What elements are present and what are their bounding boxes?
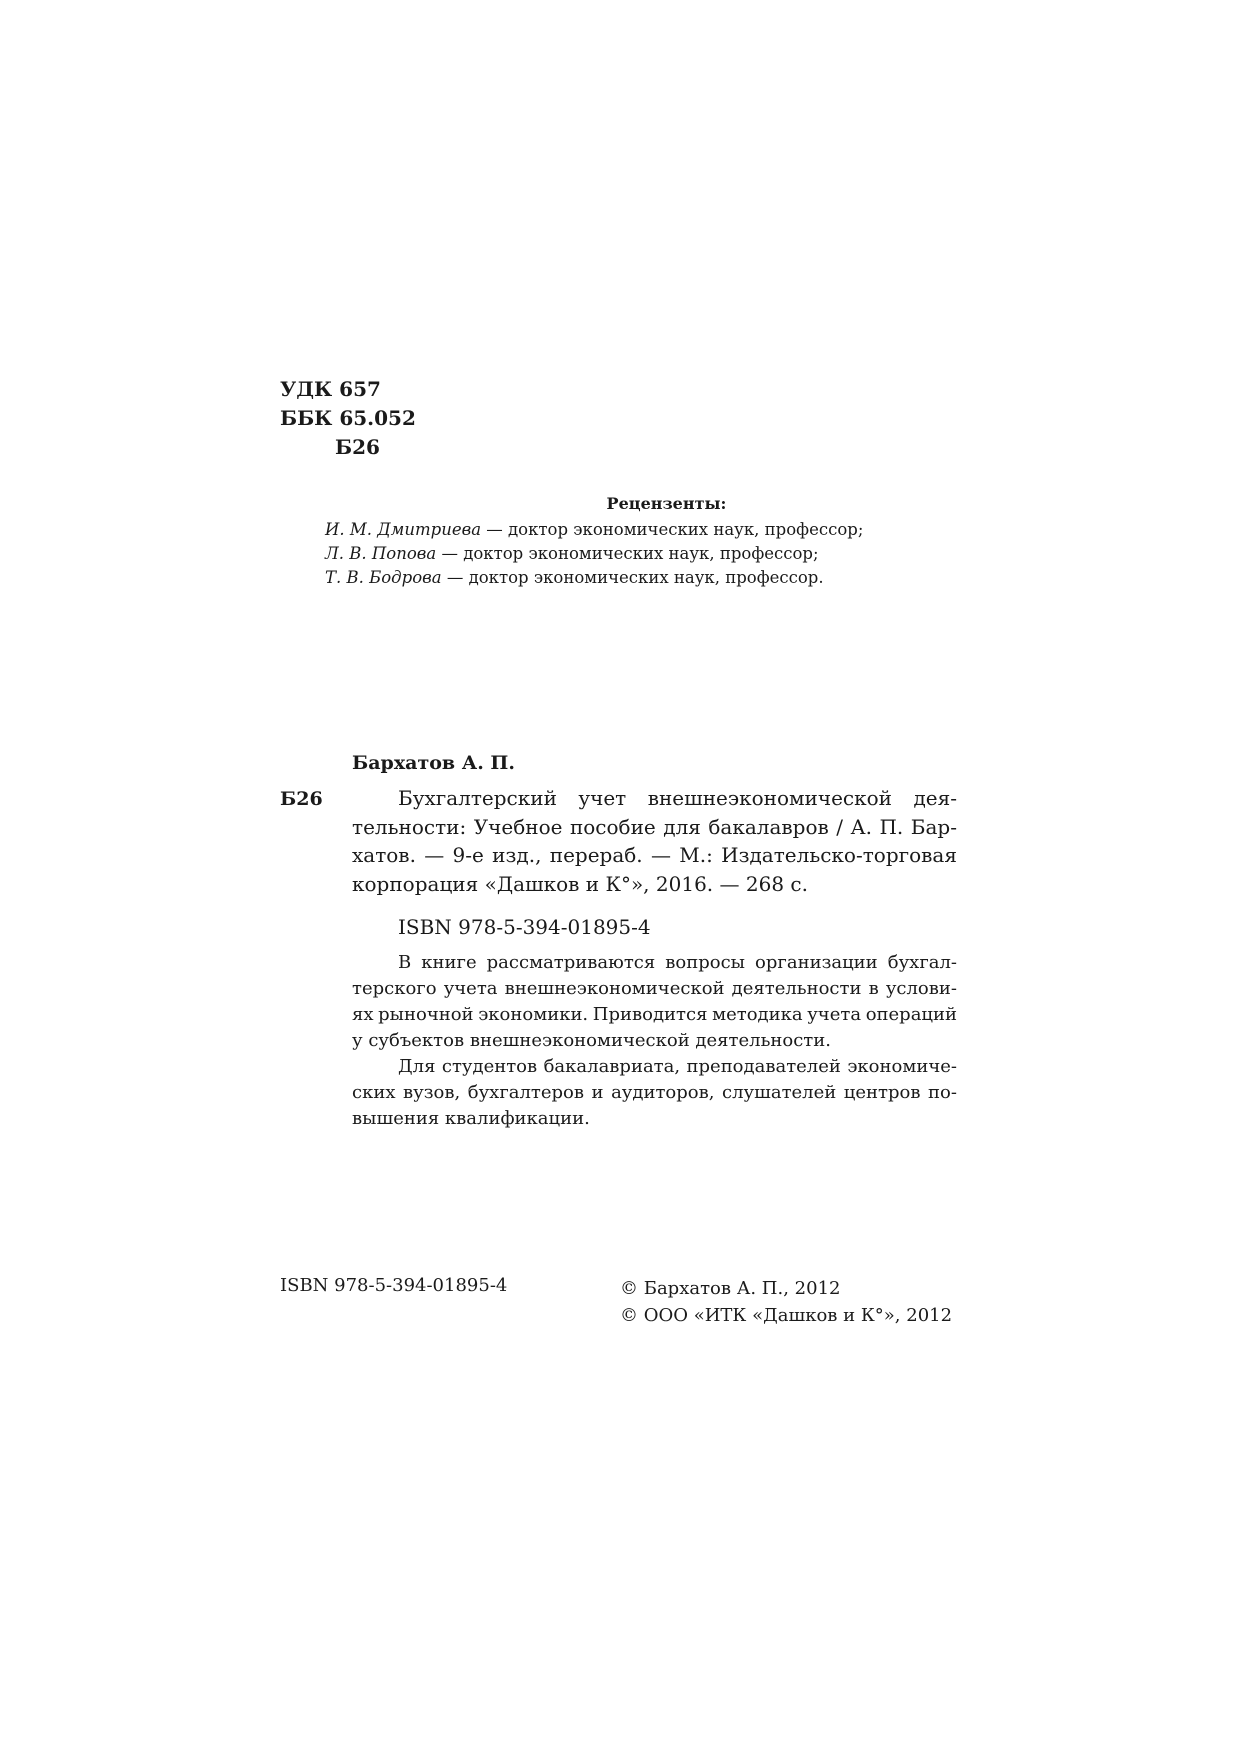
bbk-code: ББК 65.052 — [280, 406, 416, 430]
word: внешнеэкономической — [504, 978, 725, 999]
word: экономиче- — [847, 1056, 957, 1077]
reviewer-name: Л. В. Попова — [325, 544, 437, 563]
word: изд., — [492, 843, 542, 867]
word: аудиторов, — [611, 1082, 715, 1103]
word: тельности: — [352, 814, 467, 839]
reviewers-list — [325, 518, 863, 590]
word: учета — [443, 978, 498, 999]
classification-codes — [280, 375, 416, 462]
text-line — [352, 784, 957, 813]
word: внешнеэкономической — [647, 786, 893, 810]
catalog-author: Бархатов А. П. — [352, 752, 515, 774]
reviewer-name: Т. В. Бодрова — [325, 568, 442, 587]
copyright-publisher: © ООО «ИТК «Дашков и К°», 2012 — [620, 1305, 953, 1326]
word: в — [868, 978, 879, 999]
word: рыночной — [378, 1004, 474, 1025]
word: — — [650, 843, 671, 867]
reviewer-name: И. М. Дмитриева — [325, 520, 482, 539]
word: методика — [712, 1004, 803, 1025]
word: книге — [421, 952, 477, 973]
word: А. — [850, 814, 872, 839]
word: — — [424, 843, 445, 867]
word: учет — [578, 786, 627, 810]
word: вузов, — [403, 1082, 461, 1103]
word: пособие — [569, 814, 656, 839]
word: услови- — [885, 978, 957, 999]
reviewer-desc: — доктор экономических наук, профессор; — [436, 544, 819, 563]
reviewer-desc: — доктор экономических наук, профессор. — [441, 568, 824, 587]
text-line — [352, 1002, 957, 1028]
word: Для — [398, 1056, 436, 1077]
text-line — [352, 976, 957, 1002]
reviewer-item — [325, 566, 863, 590]
word: деятельности — [731, 978, 862, 999]
word: организации — [755, 952, 878, 973]
word: дея- — [913, 786, 957, 810]
word: бакалавров — [708, 814, 829, 839]
word: П. — [879, 814, 904, 839]
word: В — [398, 952, 412, 973]
udk-code: УДК 657 — [280, 377, 381, 401]
word: по- — [928, 1082, 957, 1103]
reviewer-item — [325, 542, 863, 566]
text-line — [352, 1106, 957, 1132]
word: экономики. — [478, 1004, 589, 1025]
word: бухгалтеров — [467, 1082, 585, 1103]
copyright-block — [620, 1275, 952, 1329]
word: Бар- — [910, 814, 957, 839]
word: вопросы — [665, 952, 745, 973]
catalog-isbn: ISBN 978-5-394-01895-4 — [398, 915, 651, 939]
word: рассматриваются — [486, 952, 656, 973]
word: ских — [352, 1082, 396, 1103]
text-line — [352, 813, 957, 842]
footer-isbn: ISBN 978-5-394-01895-4 — [280, 1275, 508, 1296]
catalog-code: Б26 — [280, 788, 323, 810]
word: у субъектов внешнеэкономической деятельности. — [352, 1030, 831, 1051]
word: М.: — [679, 843, 713, 867]
word: корпорация «Дашков и К°», 2016. — 268 с. — [352, 871, 808, 896]
reviewers-title: Рецензенты: — [606, 494, 727, 513]
text-line — [352, 1080, 957, 1106]
word: студентов — [441, 1056, 538, 1077]
copyright-author: © Бархатов А. П., 2012 — [620, 1278, 841, 1299]
word: / — [836, 814, 843, 839]
word: бухгал- — [887, 952, 957, 973]
reviewer-desc: — доктор экономических наук, профессор; — [481, 520, 864, 539]
word: перераб. — [549, 843, 643, 867]
word: центров — [843, 1082, 921, 1103]
text-line — [352, 870, 957, 899]
text-line — [352, 1054, 957, 1080]
word: и — [591, 1082, 604, 1103]
word: преподавателей — [686, 1056, 841, 1077]
word: Учебное — [473, 814, 563, 839]
word: ях — [352, 1004, 374, 1025]
word: 9-е — [452, 843, 484, 867]
word: бакалавриата, — [543, 1056, 681, 1077]
word: вышения квалификации. — [352, 1108, 590, 1129]
catalog-abstract — [352, 950, 957, 1132]
word: Бухгалтерский — [398, 786, 557, 810]
word: операций — [865, 1004, 957, 1025]
word: терского — [352, 978, 437, 999]
word: Издательско-торговая — [721, 843, 957, 867]
reviewer-item — [325, 518, 863, 542]
word: хатов. — [352, 843, 416, 867]
author-mark: Б26 — [335, 435, 380, 459]
text-line — [352, 841, 957, 870]
word: для — [663, 814, 701, 839]
catalog-description — [352, 784, 957, 898]
text-line — [352, 1028, 957, 1054]
word: Приводится — [592, 1004, 708, 1025]
word: учета — [807, 1004, 862, 1025]
word: слушателей — [722, 1082, 837, 1103]
text-line — [352, 950, 957, 976]
